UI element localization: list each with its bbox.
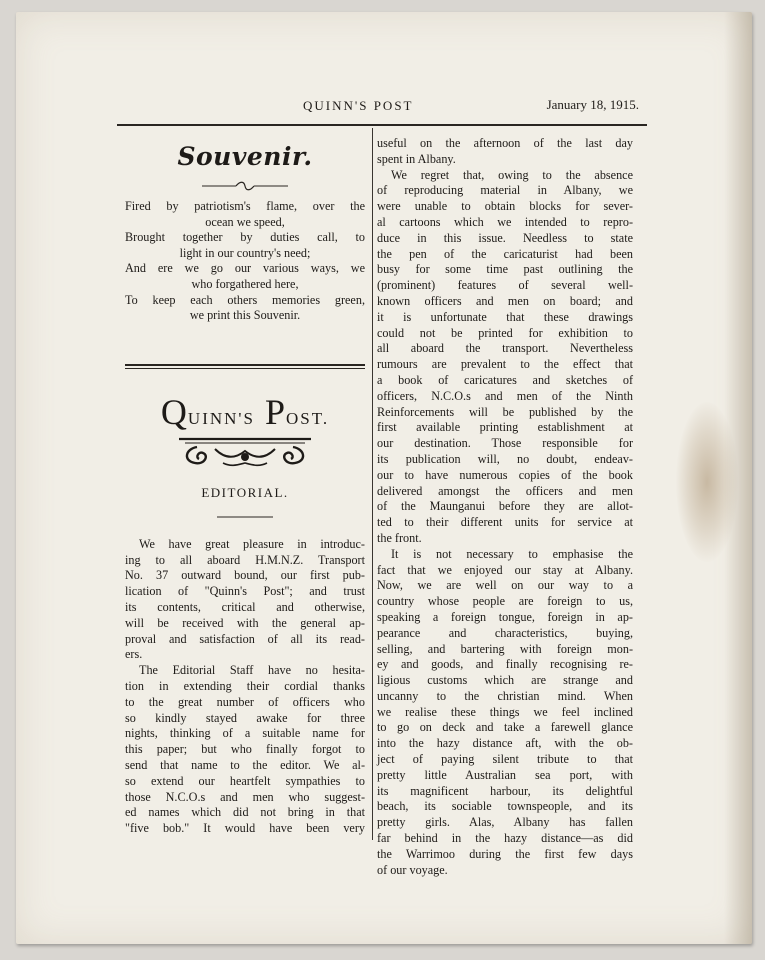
text-line: all aboard the transport. Nevertheless — [377, 341, 633, 356]
text-line: uncanny to the christian mind. When — [377, 688, 633, 703]
text-line: speaking a foreign tongue, foreign in ap- — [377, 609, 633, 624]
section-rule — [125, 364, 365, 369]
text-line: the pen of the caricaturist had been — [377, 246, 633, 261]
text-line: to the great number of officers who — [125, 694, 365, 709]
text-line: pretty girls. Alas, Albany has fallen — [377, 815, 633, 830]
text-line: it is unfortunate that these drawings — [377, 309, 633, 324]
text-line: "five bob." It would have been very — [125, 821, 365, 836]
text-line: a book of caricatures and sketches of — [377, 372, 633, 387]
editorial-heading: EDITORIAL. — [201, 484, 289, 500]
text-line: ed names which did not bring in that — [125, 805, 365, 820]
text-line: could not be printed for exhibition to — [377, 325, 633, 340]
text-line: Reinforcements will be published by the — [377, 404, 633, 419]
right-paragraph-3 — [377, 547, 633, 879]
masthead-title — [161, 392, 329, 432]
header-title: QUINN'S POST — [303, 98, 414, 113]
text-line: known officers and men on board; and — [377, 293, 633, 308]
paper-edge-discoloration — [724, 12, 752, 944]
text-line: ing to all aboard H.M.N.Z. Transport — [125, 552, 365, 567]
text-line: nights, thinking of a suitable name for — [125, 726, 365, 741]
text-line: its contents, critical and otherwise, — [125, 599, 365, 614]
text-line: our destination. Those responsible for — [377, 436, 633, 451]
poem-line: light in our country's need; — [179, 245, 311, 260]
right-paragraph-2 — [377, 168, 633, 547]
text-line: so kindly stayed awake for three — [125, 710, 365, 725]
text-line: al cartoons which we intended to repro- — [377, 214, 633, 229]
right-paragraph-1 — [377, 136, 633, 168]
text-line: tion in extending their cordial thanks — [125, 678, 365, 693]
page-header — [117, 84, 647, 126]
text-line: proval and satisfaction of all its read- — [125, 631, 365, 646]
masthead-ornament — [175, 435, 315, 469]
text-line: ligious customs which are strange and — [377, 673, 633, 688]
text-line: of our voyage. — [377, 862, 448, 877]
text-line: ted to their different units for service at — [377, 515, 633, 530]
text-line: ers. — [125, 647, 143, 662]
text-line: country whose people are foreign to us, — [377, 594, 633, 609]
flourish-ornament — [200, 181, 290, 191]
header-date: January 18, 1915. — [546, 97, 639, 112]
text-line: were unable to obtain blocks for sever- — [377, 199, 633, 214]
text-line: will be received with the general ap- — [125, 615, 365, 630]
left-column — [125, 138, 365, 837]
editorial-paragraph-1 — [125, 537, 365, 663]
text-line: this paper; but who finally forgot to — [125, 742, 365, 757]
text-line: its magnificent harbour, its delightful — [377, 783, 633, 798]
masthead-uinns: UINN'S — [187, 408, 255, 428]
masthead-p: P — [264, 391, 286, 432]
text-line: its publication will, no doubt, endeav- — [377, 451, 633, 466]
text-line: into the hazy distance aft, with the ob- — [377, 736, 633, 751]
text-line: We have great pleasure in introduc- — [139, 536, 365, 551]
text-line: the front. — [377, 530, 422, 545]
souvenir-poem — [125, 199, 365, 324]
poem-line: And ere we go our various ways, we — [125, 261, 365, 276]
masthead — [125, 389, 365, 435]
text-line: ey and goods, and finally recognising re- — [377, 657, 633, 672]
right-column — [377, 136, 633, 878]
short-rule — [215, 515, 275, 519]
poem-line: Fired by patriotism's flame, over the — [125, 199, 365, 213]
text-line: far behind in the hazy distance—as did — [377, 831, 633, 846]
text-line: we realise these things we feel inclined — [377, 704, 633, 719]
text-line: to go on deck and take a farewell glance — [377, 720, 633, 735]
text-line: The Editorial Staff have no hesita- — [139, 663, 365, 678]
text-line: delivered amongst the officers and men — [377, 483, 633, 498]
poem-line: we print this Souvenir. — [189, 308, 301, 323]
column-divider — [372, 128, 373, 840]
text-line: It is not necessary to emphasise the — [391, 546, 633, 561]
poem-line: Brought together by duties call, to — [125, 230, 365, 245]
text-line: lication of "Quinn's Post"; and trust — [125, 584, 365, 599]
text-line: beach, its sociable townspeople, and its — [377, 799, 633, 814]
text-line: We regret that, owing to the absence — [391, 167, 633, 182]
text-line: fact that we enjoyed our stay at Albany. — [377, 562, 633, 577]
text-line: so extend our heartfelt sympathies to — [125, 773, 365, 788]
text-line: (prominent) features of several well- — [377, 278, 633, 293]
text-line: first available printing establishment at — [377, 420, 633, 435]
text-line: pretty little Australian sea port, with — [377, 767, 633, 782]
poem-line: To keep each others memories green, — [125, 292, 365, 307]
masthead-q: Q — [160, 391, 188, 432]
text-line: the Warrimoo during the first few days — [377, 846, 633, 861]
text-line: send that name to the editor. We al- — [125, 757, 365, 772]
text-line: our to have numerous copies of the book — [377, 467, 633, 482]
text-line: pearance and characteristics, buying, — [377, 625, 633, 640]
text-line: selling, and bartering with foreign mon- — [377, 641, 633, 656]
text-line: rumours are prevalent to the effect that — [377, 357, 633, 372]
poem-line: ocean we speed, — [205, 214, 285, 229]
text-line: useful on the afternoon of the last day — [377, 136, 633, 150]
text-line: those N.C.O.s and men who suggest- — [125, 789, 365, 804]
text-line: of reproducing material in Albany, we — [377, 183, 633, 198]
text-line: duce in this issue. Needless to state — [377, 230, 633, 245]
text-line: ject of paying silent tribute to that — [377, 752, 633, 767]
text-line: officers, N.C.O.s and men of the Ninth — [377, 388, 633, 403]
poem-line: who forgathered here, — [191, 276, 299, 291]
souvenir-heading: Souvenir. — [177, 142, 313, 171]
text-line: spent in Albany. — [377, 151, 456, 166]
editorial-paragraph-2 — [125, 663, 365, 837]
masthead-ost: OST. — [285, 408, 330, 428]
text-line: Now, we are well on our way to a — [377, 578, 633, 593]
text-line: busy for some time past outlining the — [377, 262, 633, 277]
text-line: of the Maunganui before they are allot- — [377, 499, 633, 514]
text-line: No. 37 outward bound, our first pub- — [125, 568, 365, 583]
